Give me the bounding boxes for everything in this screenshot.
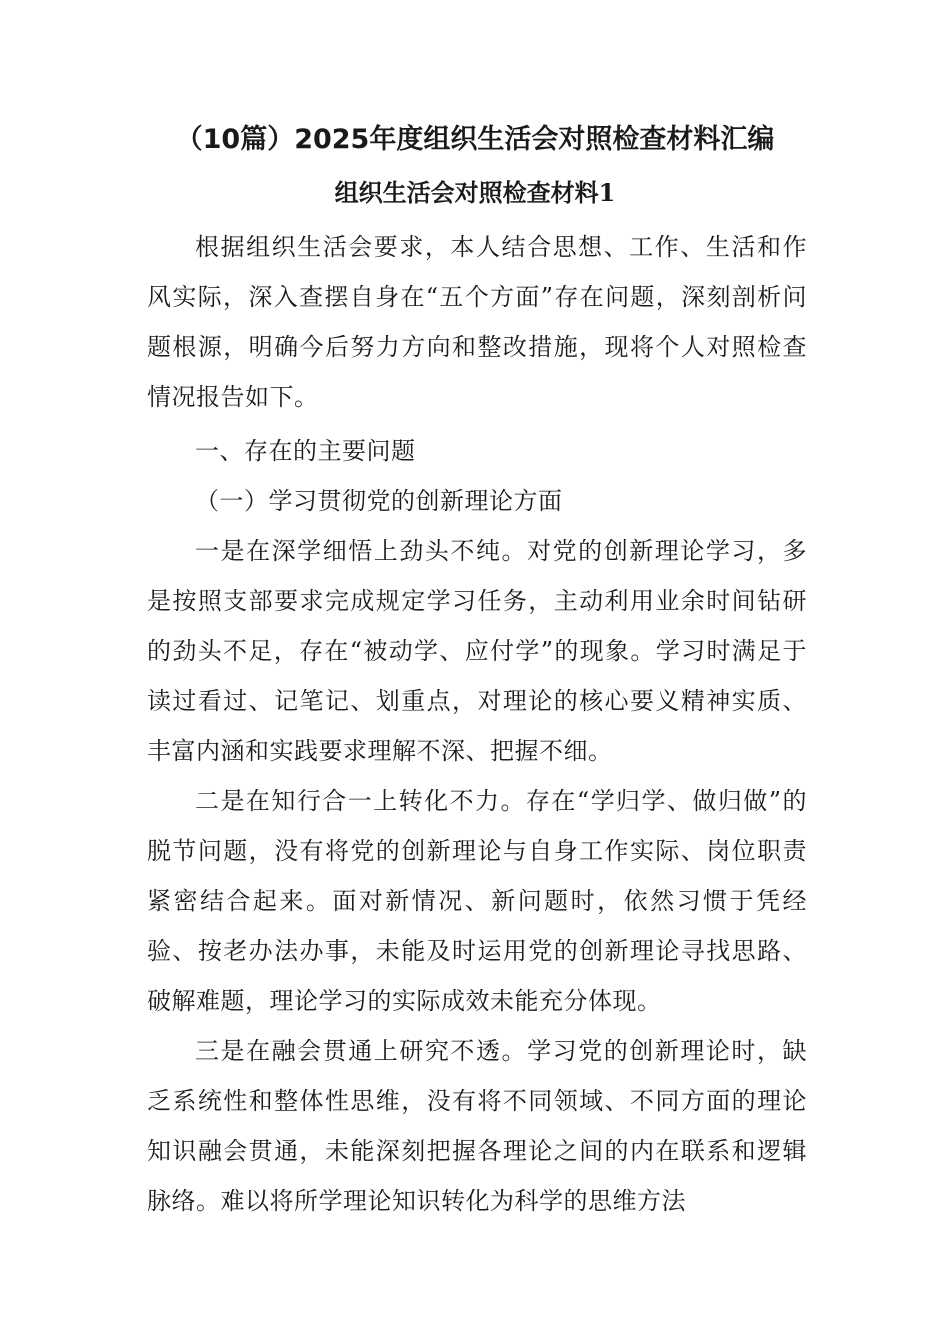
paragraph-point-3: 三是在融会贯通上研究不透。学习党的创新理论时，缺乏系统性和整体性思维，没有将不同领域、不同方面的理论知识融会贯通，未能深刻把握各理论之间的内在联系和逻辑脉络。难以将所学理论知识转化为科学的思维方法 <box>147 1037 807 1215</box>
document-title: （10篇）2025年度组织生活会对照检查材料汇编 <box>175 124 775 155</box>
section-heading: 一、存在的主要问题 <box>195 437 416 465</box>
document-body <box>147 222 807 1226</box>
paragraph-point-1: 一是在深学细悟上劲头不纯。对党的创新理论学习，多是按照支部要求完成规定学习任务，主动利用业余时间钻研的劲头不足，存在“被动学、应付学”的现象。学习时满足于读过看过、记笔记、划重点，对理论的核心要义精神实质、丰富内涵和实践要求理解不深、把握不细。 <box>147 537 807 765</box>
paragraph-intro: 根据组织生活会要求，本人结合思想、工作、生活和作风实际，深入查摆自身在“五个方面”存在问题，深刻剖析问题根源，明确今后努力方向和整改措施，现将个人对照检查情况报告如下。 <box>147 233 807 411</box>
document-subtitle: 组织生活会对照检查材料1 <box>334 178 616 207</box>
paragraph-point-2: 二是在知行合一上转化不力。存在“学归学、做归做”的脱节问题，没有将党的创新理论与自身工作实际、岗位职责紧密结合起来。面对新情况、新问题时，依然习惯于凭经验、按老办法办事，未能及时运用党的创新理论寻找思路、破解难题，理论学习的实际成效未能充分体现。 <box>147 787 807 1015</box>
subsection-heading: （一）学习贯彻党的创新理论方面 <box>195 487 563 515</box>
